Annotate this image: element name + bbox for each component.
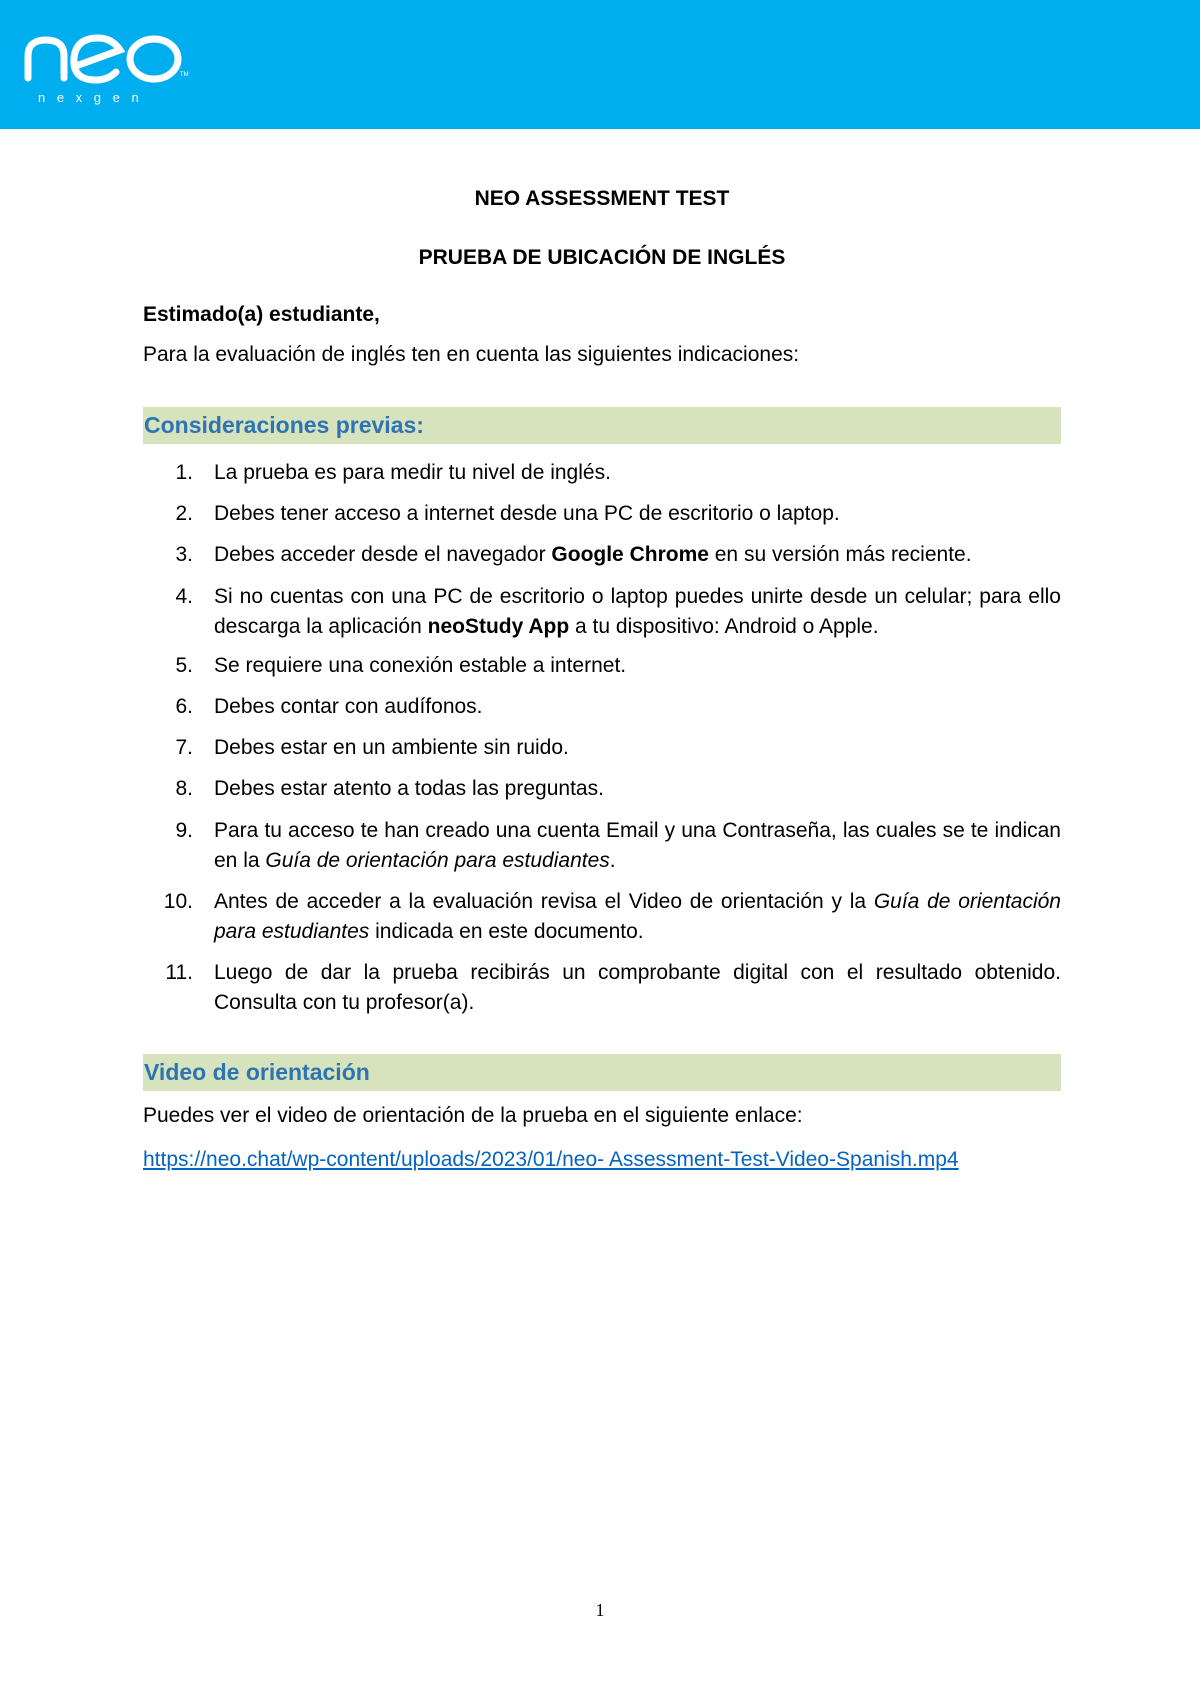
- neo-logo: [24, 26, 194, 106]
- document-subtitle: PRUEBA DE UBICACIÓN DE INGLÉS: [418, 246, 786, 269]
- intro-text: Para la evaluación de inglés ten en cuenta las siguientes indicaciones:: [143, 343, 800, 366]
- page-number: 1: [595, 1600, 605, 1620]
- document-title: NEO ASSESSMENT TEST: [474, 187, 730, 210]
- logo-tagline: n e x g e n: [38, 90, 143, 105]
- greeting: Estimado(a) estudiante,: [143, 303, 380, 326]
- header-band: [0, 0, 1200, 129]
- section-heading-text: Video de orientación: [144, 1059, 370, 1085]
- section-heading-considerations: [143, 407, 1061, 444]
- section-heading-text: Consideraciones previas:: [144, 412, 424, 438]
- svg-text:TM: TM: [180, 72, 189, 78]
- section-heading-video: [143, 1054, 1061, 1091]
- video-link[interactable]: https://neo.chat/wp-content/uploads/2023/01/neo- Assessment-Test-Video-Spanish.mp4: [143, 1148, 959, 1171]
- video-link-line: [143, 1145, 1061, 1175]
- video-intro-text: Puedes ver el video de orientación de la prueba en el siguiente enlace:: [143, 1104, 803, 1127]
